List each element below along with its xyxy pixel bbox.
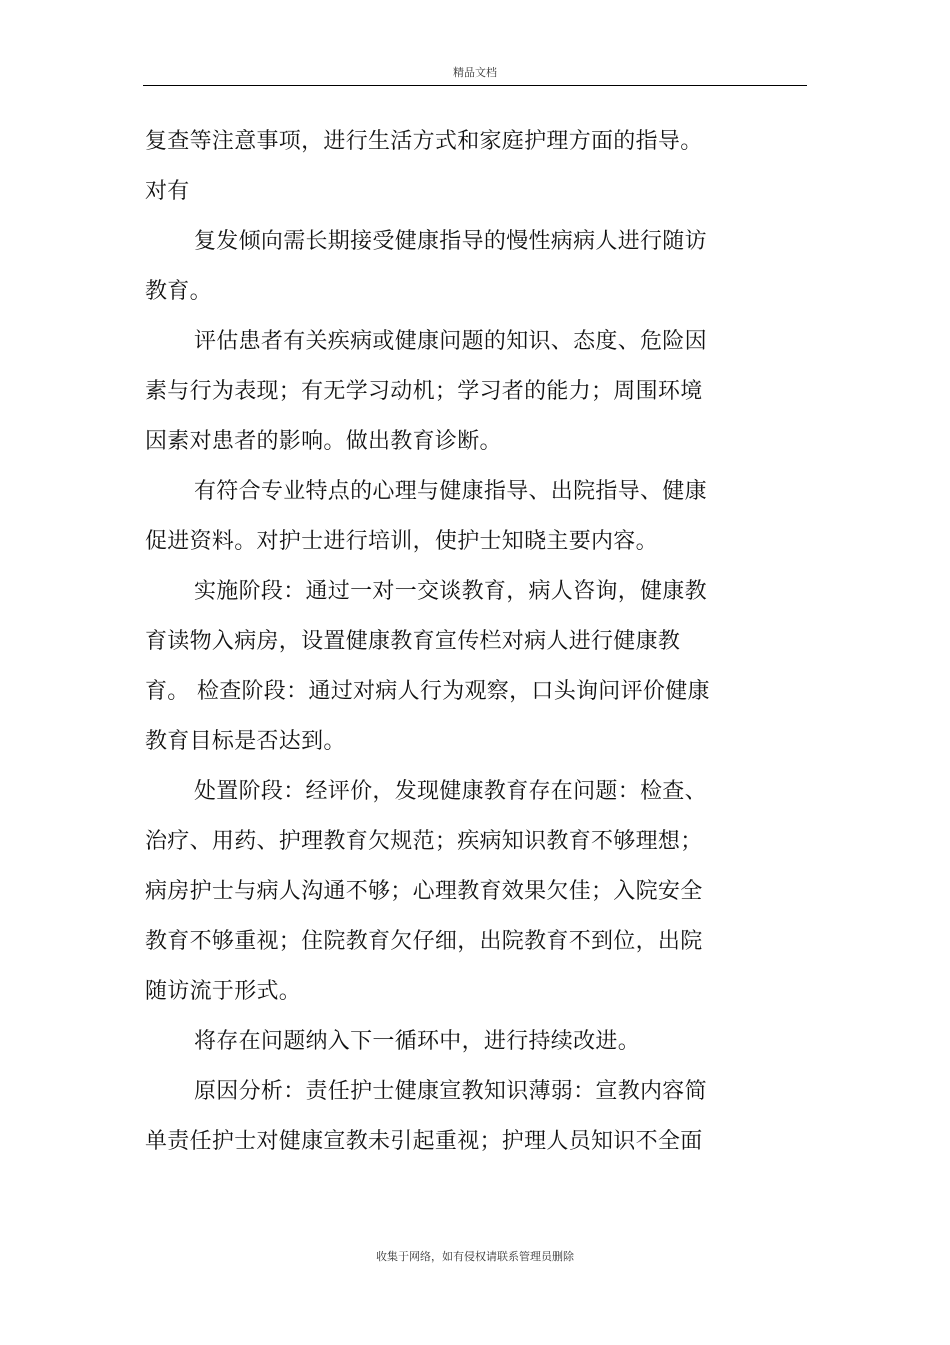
body-line: 教育目标是否达到。 (145, 729, 346, 754)
body-line: 原因分析：责任护士健康宣教知识薄弱：宣教内容简 (194, 1079, 707, 1104)
body-line: 因素对患者的影响。做出教育诊断。 (145, 429, 502, 454)
body-line: 复发倾向需长期接受健康指导的慢性病病人进行随访 (194, 229, 707, 254)
body-line: 治疗、用药、护理教育欠规范；疾病知识教育不够理想； (145, 829, 703, 854)
body-line: 处置阶段：经评价，发现健康教育存在问题：检查、 (194, 779, 707, 804)
body-line: 素与行为表现；有无学习动机；学习者的能力；周围环境 (145, 379, 703, 404)
body-line: 促进资料。对护士进行培训，使护士知晓主要内容。 (145, 529, 658, 554)
body-line: 将存在问题纳入下一循环中，进行持续改进。 (194, 1029, 641, 1054)
header-divider (143, 85, 807, 86)
body-line: 育。 检查阶段：通过对病人行为观察，口头询问评价健康 (145, 679, 710, 704)
body-line: 单责任护士对健康宣教未引起重视；护理人员知识不全面 (145, 1129, 703, 1154)
body-line: 实施阶段：通过一对一交谈教育，病人咨询，健康教 (194, 579, 707, 604)
body-line: 病房护士与病人沟通不够；心理教育效果欠佳；入院安全 (145, 879, 703, 904)
page-footer: 收集于网络，如有侵权请联系管理员删除 (376, 1250, 574, 1263)
body-line: 有符合专业特点的心理与健康指导、出院指导、健康 (194, 479, 707, 504)
body-line: 教育。 (145, 279, 212, 304)
body-line: 评估患者有关疾病或健康问题的知识、态度、危险因 (194, 329, 707, 354)
body-line: 育读物入病房，设置健康教育宣传栏对病人进行健康教 (145, 629, 681, 654)
body-line: 对有 (145, 179, 190, 204)
body-line: 教育不够重视；住院教育欠仔细，出院教育不到位，出院 (145, 929, 703, 954)
body-line: 复查等注意事项，进行生活方式和家庭护理方面的指导。 (145, 129, 703, 154)
body-line: 随访流于形式。 (145, 979, 302, 1004)
page-header: 精品文档 (453, 66, 497, 79)
